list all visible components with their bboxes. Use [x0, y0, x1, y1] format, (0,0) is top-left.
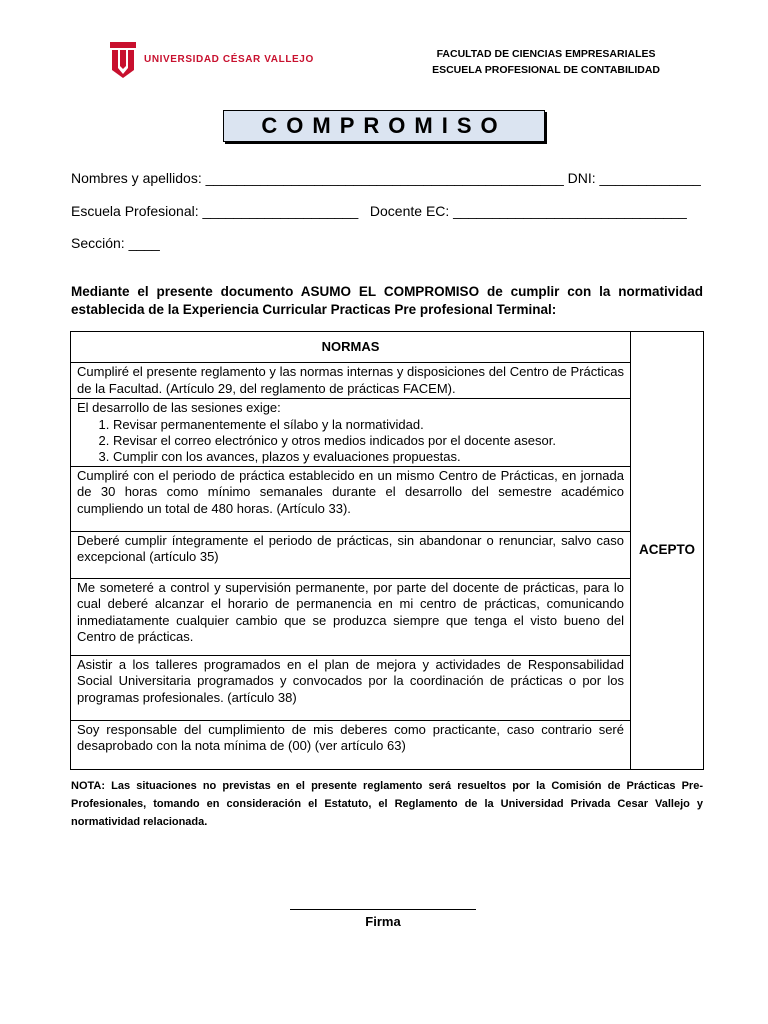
university-name: UNIVERSIDAD CÉSAR VALLEJO [144, 53, 314, 65]
table-row [71, 578, 704, 655]
note-paragraph: NOTA: Las situaciones no previstas en el presente reglamento será resueltos por la Comisión de Prácticas Pre-Profesionales, tomando en consideración el Estatuto, el Reglamento de la Universidad Privada Cesar Vallejo y normatividad relacionada. [71, 780, 703, 828]
university-logo [108, 40, 314, 78]
session-requirements-list [77, 417, 624, 465]
section-field[interactable]: Sección: ____ [71, 235, 160, 251]
list-item: 3. Cumplir con los avances, plazos y evaluaciones propuestas. [113, 449, 624, 465]
document-title: COMPROMISO [261, 113, 507, 138]
faculty-name: FACULTAD DE CIENCIAS EMPRESARIALES [436, 48, 656, 60]
table-row [71, 720, 704, 769]
norm-text: Me someteré a control y supervisión permanente, por parte del docente de prácticas, para lo cual deberé alcanzar el horario de permanencia en mi centro de prácticas, comunicando inmediatamente cualquier cambio que se produzca siempre que tenga el visto bueno del Centro de prácticas. [77, 579, 624, 644]
norms-header: NORMAS [71, 332, 631, 363]
names-dni-field[interactable]: Nombres y apellidos: ______________________________________________ DNI: _____________ [71, 170, 701, 186]
commitment-statement: Mediante el presente documento ASUMO EL COMPROMISO de cumplir con la normatividad establecida de la Experiencia Curricular Practicas Pre profesional Terminal: [71, 284, 703, 317]
table-row [71, 655, 704, 720]
faculty-heading [432, 46, 660, 78]
school-teacher-field[interactable]: Escuela Profesional: ____________________ Docente EC: ______________________________ [71, 203, 687, 219]
norm-text: Asistir a los talleres programados en el plan de mejora y actividades de Responsabilidad Social Universitaria programados y convocados por la coordinación de prácticas o por los programas profesionales. (artículo 38) [77, 656, 624, 705]
ucv-logo-icon [108, 40, 138, 78]
signature-line[interactable] [290, 909, 476, 910]
norm-text: Deberé cumplir íntegramente el periodo de prácticas, sin abandonar o renunciar, salvo caso excepcional (artículo 35) [77, 532, 624, 564]
norm-text: Cumpliré con el periodo de práctica establecido en un mismo Centro de Prácticas, en jornada de 30 horas como mínimo semanales durante el desarrollo del semestre académico cumpliendo un total de 480 horas. (Artículo 33). [77, 467, 624, 516]
table-header-row [71, 332, 704, 363]
norm-text: El desarrollo de las sesiones exige: [77, 400, 281, 415]
list-item: 2. Revisar el correo electrónico y otros medios indicados por el docente asesor. [113, 433, 624, 449]
table-row [71, 531, 704, 578]
page-header [0, 0, 768, 100]
signature-label: Firma [365, 914, 401, 929]
table-row [71, 466, 704, 531]
document-title-box [223, 110, 545, 142]
list-item: 1. Revisar permanentemente el sílabo y la normatividad. [113, 417, 624, 433]
accept-cell: ACEPTO [631, 332, 704, 770]
norm-text: Soy responsable del cumplimiento de mis deberes como practicante, caso contrario seré desaprobado con la nota mínima de (00) (ver artículo 63) [77, 721, 624, 753]
table-row [71, 363, 704, 399]
school-name: ESCUELA PROFESIONAL DE CONTABILIDAD [432, 64, 660, 76]
table-row [71, 399, 704, 467]
norm-text: Cumpliré el presente reglamento y las normas internas y disposiciones del Centro de Prácticas de la Facultad. (Artículo 29, del reglamento de prácticas FACEM). [77, 364, 624, 396]
norms-table [70, 331, 704, 770]
